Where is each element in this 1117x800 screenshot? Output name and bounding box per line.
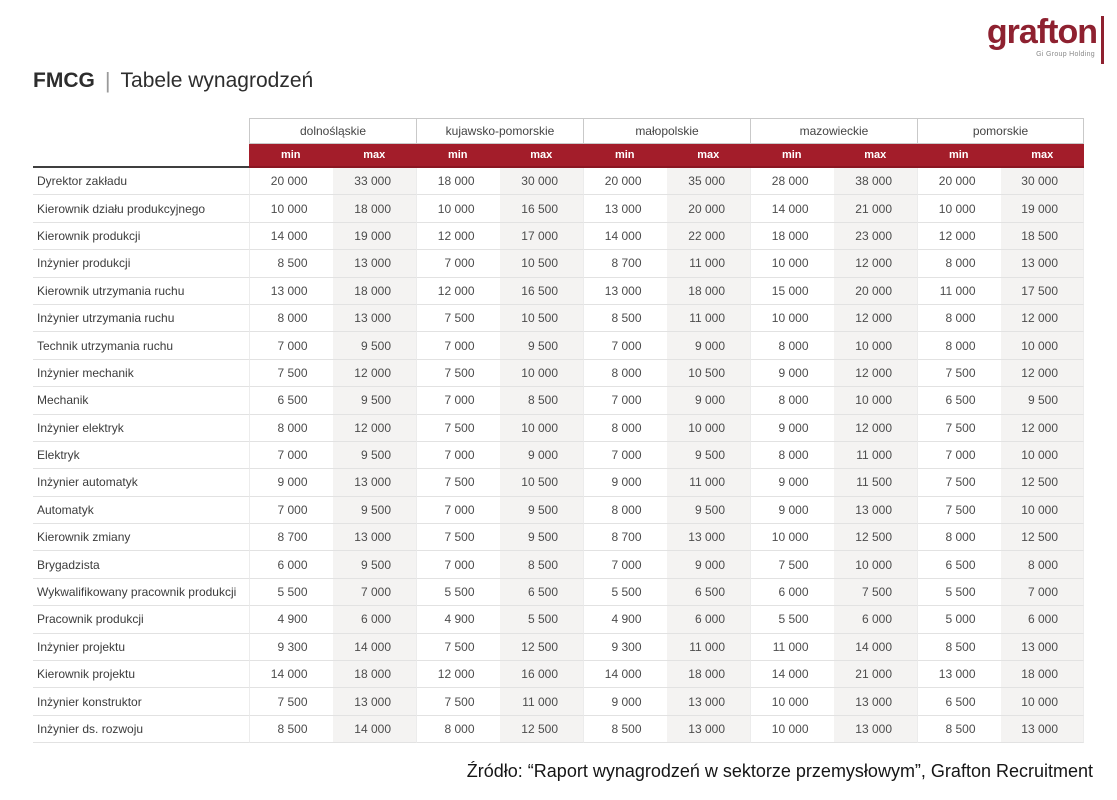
job-title-cell: Pracownik produkcji bbox=[33, 606, 249, 633]
salary-cell-max: 6 000 bbox=[333, 606, 417, 633]
salary-cell-min: 9 000 bbox=[249, 469, 333, 496]
salary-cell-max: 13 000 bbox=[333, 469, 417, 496]
job-title-cell: Kierownik produkcji bbox=[33, 223, 249, 250]
salary-cell-max: 7 000 bbox=[333, 579, 417, 606]
salary-cell-max: 13 000 bbox=[834, 716, 918, 743]
salary-cell-min: 10 000 bbox=[416, 195, 500, 222]
salary-cell-min: 12 000 bbox=[416, 661, 500, 688]
salary-cell-max: 17 500 bbox=[1001, 278, 1085, 305]
salary-cell-min: 20 000 bbox=[917, 168, 1001, 195]
salary-cell-max: 9 500 bbox=[500, 332, 584, 359]
salary-cell-max: 23 000 bbox=[834, 223, 918, 250]
salary-cell-min: 7 000 bbox=[416, 551, 500, 578]
salary-cell-min: 7 000 bbox=[917, 442, 1001, 469]
salary-cell-min: 14 000 bbox=[583, 661, 667, 688]
salary-cell-max: 18 000 bbox=[333, 278, 417, 305]
salary-cell-min: 20 000 bbox=[249, 168, 333, 195]
salary-cell-max: 9 500 bbox=[667, 442, 751, 469]
salary-cell-max: 12 000 bbox=[834, 360, 918, 387]
salary-cell-max: 13 000 bbox=[1001, 634, 1085, 661]
salary-cell-max: 13 000 bbox=[333, 250, 417, 277]
salary-cell-min: 7 000 bbox=[416, 497, 500, 524]
salary-cell-min: 5 000 bbox=[917, 606, 1001, 633]
salary-cell-max: 12 500 bbox=[500, 716, 584, 743]
salary-cell-max: 10 000 bbox=[667, 415, 751, 442]
job-title-cell: Kierownik działu produkcyjnego bbox=[33, 195, 249, 222]
salary-cell-min: 14 000 bbox=[249, 661, 333, 688]
salary-cell-max: 11 000 bbox=[667, 634, 751, 661]
salary-cell-min: 6 500 bbox=[249, 387, 333, 414]
salary-cell-min: 8 000 bbox=[583, 415, 667, 442]
salary-cell-min: 7 500 bbox=[750, 551, 834, 578]
salary-cell-max: 13 000 bbox=[834, 497, 918, 524]
salary-cell-min: 4 900 bbox=[583, 606, 667, 633]
salary-cell-max: 13 000 bbox=[333, 688, 417, 715]
salary-cell-max: 12 000 bbox=[834, 250, 918, 277]
salary-cell-max: 18 000 bbox=[667, 278, 751, 305]
salary-cell-max: 11 000 bbox=[500, 688, 584, 715]
salary-cell-min: 28 000 bbox=[750, 168, 834, 195]
salary-cell-min: 11 000 bbox=[917, 278, 1001, 305]
grafton-logo-bar bbox=[1101, 16, 1104, 64]
salary-cell-min: 8 000 bbox=[750, 442, 834, 469]
salary-cell-min: 14 000 bbox=[750, 661, 834, 688]
salary-cell-max: 11 500 bbox=[834, 469, 918, 496]
salary-cell-max: 13 000 bbox=[333, 305, 417, 332]
salary-table bbox=[33, 118, 1084, 743]
job-title-cell: Wykwalifikowany pracownik produkcji bbox=[33, 579, 249, 606]
salary-cell-max: 18 000 bbox=[1001, 661, 1085, 688]
salary-cell-max: 10 000 bbox=[1001, 497, 1085, 524]
salary-cell-min: 6 500 bbox=[917, 387, 1001, 414]
salary-cell-max: 10 000 bbox=[1001, 688, 1085, 715]
salary-cell-min: 14 000 bbox=[750, 195, 834, 222]
job-title-cell: Mechanik bbox=[33, 387, 249, 414]
salary-cell-max: 19 000 bbox=[333, 223, 417, 250]
salary-cell-min: 10 000 bbox=[750, 688, 834, 715]
subheader-min: min bbox=[416, 144, 500, 168]
salary-cell-max: 12 000 bbox=[1001, 305, 1085, 332]
salary-cell-min: 13 000 bbox=[249, 278, 333, 305]
subheader-max: max bbox=[667, 144, 751, 168]
salary-cell-min: 8 500 bbox=[583, 716, 667, 743]
salary-cell-min: 8 500 bbox=[249, 716, 333, 743]
job-title-cell: Kierownik projektu bbox=[33, 661, 249, 688]
salary-cell-max: 9 000 bbox=[500, 442, 584, 469]
salary-cell-max: 12 000 bbox=[834, 415, 918, 442]
salary-cell-min: 7 000 bbox=[416, 387, 500, 414]
job-title-cell: Inżynier automatyk bbox=[33, 469, 249, 496]
salary-cell-min: 7 500 bbox=[416, 524, 500, 551]
subheader-min: min bbox=[750, 144, 834, 168]
page-title bbox=[33, 68, 313, 94]
salary-cell-max: 7 500 bbox=[834, 579, 918, 606]
salary-cell-min: 6 500 bbox=[917, 688, 1001, 715]
salary-cell-max: 20 000 bbox=[834, 278, 918, 305]
table-corner-spacer bbox=[33, 118, 249, 144]
salary-cell-min: 7 500 bbox=[416, 469, 500, 496]
job-title-cell: Dyrektor zakładu bbox=[33, 168, 249, 195]
salary-cell-max: 12 500 bbox=[834, 524, 918, 551]
salary-cell-max: 18 000 bbox=[333, 195, 417, 222]
salary-cell-min: 5 500 bbox=[917, 579, 1001, 606]
salary-cell-max: 12 500 bbox=[1001, 469, 1085, 496]
salary-cell-max: 21 000 bbox=[834, 661, 918, 688]
salary-cell-max: 11 000 bbox=[667, 250, 751, 277]
salary-cell-max: 8 000 bbox=[1001, 551, 1085, 578]
salary-cell-max: 13 000 bbox=[1001, 716, 1085, 743]
salary-cell-max: 9 500 bbox=[333, 442, 417, 469]
salary-cell-min: 10 000 bbox=[750, 524, 834, 551]
salary-cell-min: 8 500 bbox=[249, 250, 333, 277]
salary-cell-min: 9 000 bbox=[750, 469, 834, 496]
salary-cell-max: 6 000 bbox=[667, 606, 751, 633]
salary-cell-max: 17 000 bbox=[500, 223, 584, 250]
salary-cell-min: 8 000 bbox=[917, 250, 1001, 277]
salary-cell-max: 9 000 bbox=[667, 387, 751, 414]
salary-cell-min: 18 000 bbox=[750, 223, 834, 250]
salary-cell-max: 12 500 bbox=[1001, 524, 1085, 551]
job-title-cell: Kierownik utrzymania ruchu bbox=[33, 278, 249, 305]
salary-cell-max: 13 000 bbox=[1001, 250, 1085, 277]
page-title-text: Tabele wynagrodzeń bbox=[120, 69, 314, 92]
region-header: mazowieckie bbox=[750, 118, 917, 144]
salary-cell-max: 20 000 bbox=[667, 195, 751, 222]
subheader-min: min bbox=[249, 144, 333, 168]
salary-cell-max: 10 000 bbox=[834, 332, 918, 359]
subheader-min: min bbox=[583, 144, 667, 168]
salary-cell-max: 16 000 bbox=[500, 661, 584, 688]
salary-cell-min: 8 000 bbox=[750, 332, 834, 359]
region-header: dolnośląskie bbox=[249, 118, 416, 144]
salary-cell-max: 11 000 bbox=[834, 442, 918, 469]
job-title-cell: Automatyk bbox=[33, 497, 249, 524]
salary-cell-min: 7 500 bbox=[416, 415, 500, 442]
salary-cell-max: 12 500 bbox=[500, 634, 584, 661]
salary-cell-min: 8 000 bbox=[917, 305, 1001, 332]
salary-cell-max: 12 000 bbox=[1001, 360, 1085, 387]
salary-cell-min: 7 500 bbox=[416, 305, 500, 332]
salary-cell-max: 13 000 bbox=[667, 688, 751, 715]
salary-cell-max: 33 000 bbox=[333, 168, 417, 195]
subheader-min: min bbox=[917, 144, 1001, 168]
salary-cell-min: 8 000 bbox=[750, 387, 834, 414]
salary-cell-max: 21 000 bbox=[834, 195, 918, 222]
salary-cell-min: 10 000 bbox=[750, 250, 834, 277]
job-title-cell: Inżynier utrzymania ruchu bbox=[33, 305, 249, 332]
subheader-max: max bbox=[333, 144, 417, 168]
salary-cell-max: 35 000 bbox=[667, 168, 751, 195]
salary-cell-min: 9 300 bbox=[583, 634, 667, 661]
job-title-cell: Kierownik zmiany bbox=[33, 524, 249, 551]
salary-cell-min: 5 500 bbox=[249, 579, 333, 606]
salary-cell-min: 8 700 bbox=[249, 524, 333, 551]
salary-cell-max: 16 500 bbox=[500, 278, 584, 305]
salary-cell-min: 12 000 bbox=[416, 223, 500, 250]
salary-cell-min: 7 500 bbox=[249, 688, 333, 715]
salary-cell-min: 11 000 bbox=[750, 634, 834, 661]
salary-cell-max: 9 500 bbox=[667, 497, 751, 524]
salary-cell-max: 9 000 bbox=[667, 332, 751, 359]
salary-cell-min: 8 700 bbox=[583, 524, 667, 551]
grafton-logo bbox=[987, 14, 1104, 64]
salary-cell-min: 7 000 bbox=[583, 442, 667, 469]
salary-cell-max: 13 000 bbox=[834, 688, 918, 715]
page-title-separator: | bbox=[104, 68, 111, 93]
salary-cell-min: 7 000 bbox=[416, 332, 500, 359]
salary-cell-max: 9 500 bbox=[500, 497, 584, 524]
salary-cell-min: 5 500 bbox=[750, 606, 834, 633]
region-header: pomorskie bbox=[917, 118, 1084, 144]
salary-cell-max: 18 000 bbox=[667, 661, 751, 688]
salary-cell-min: 7 500 bbox=[917, 415, 1001, 442]
grafton-logo-subtext: Gi Group Holding bbox=[1036, 51, 1095, 58]
salary-cell-min: 9 000 bbox=[750, 415, 834, 442]
salary-cell-max: 13 000 bbox=[667, 716, 751, 743]
salary-cell-max: 11 000 bbox=[667, 469, 751, 496]
salary-cell-max: 6 500 bbox=[500, 579, 584, 606]
job-title-cell: Inżynier mechanik bbox=[33, 360, 249, 387]
salary-cell-min: 5 500 bbox=[583, 579, 667, 606]
job-title-cell: Inżynier projektu bbox=[33, 634, 249, 661]
salary-cell-max: 5 500 bbox=[500, 606, 584, 633]
salary-cell-max: 12 000 bbox=[333, 415, 417, 442]
salary-cell-min: 18 000 bbox=[416, 168, 500, 195]
source-note: Źródło: “Raport wynagrodzeń w sektorze przemysłowym”, Grafton Recruitment bbox=[466, 761, 1093, 781]
subheader-max: max bbox=[1001, 144, 1085, 168]
salary-cell-max: 9 500 bbox=[500, 524, 584, 551]
salary-cell-max: 10 000 bbox=[1001, 442, 1085, 469]
salary-cell-max: 13 000 bbox=[333, 524, 417, 551]
salary-cell-min: 7 000 bbox=[583, 332, 667, 359]
salary-cell-max: 10 000 bbox=[834, 387, 918, 414]
salary-cell-min: 7 500 bbox=[416, 360, 500, 387]
salary-cell-max: 10 500 bbox=[500, 469, 584, 496]
salary-cell-min: 4 900 bbox=[416, 606, 500, 633]
salary-cell-min: 6 000 bbox=[249, 551, 333, 578]
job-title-cell: Inżynier konstruktor bbox=[33, 688, 249, 715]
salary-cell-max: 10 500 bbox=[500, 250, 584, 277]
salary-cell-min: 9 000 bbox=[583, 688, 667, 715]
salary-cell-max: 19 000 bbox=[1001, 195, 1085, 222]
salary-cell-max: 7 000 bbox=[1001, 579, 1085, 606]
salary-cell-max: 14 000 bbox=[333, 716, 417, 743]
salary-cell-min: 7 000 bbox=[583, 387, 667, 414]
salary-cell-min: 13 000 bbox=[917, 661, 1001, 688]
salary-cell-max: 13 000 bbox=[667, 524, 751, 551]
salary-cell-max: 8 500 bbox=[500, 551, 584, 578]
salary-cell-min: 4 900 bbox=[249, 606, 333, 633]
salary-cell-min: 14 000 bbox=[249, 223, 333, 250]
salary-cell-max: 9 500 bbox=[1001, 387, 1085, 414]
job-title-cell: Elektryk bbox=[33, 442, 249, 469]
salary-cell-min: 8 000 bbox=[583, 360, 667, 387]
salary-cell-max: 10 000 bbox=[500, 415, 584, 442]
salary-cell-min: 7 500 bbox=[917, 469, 1001, 496]
salary-cell-max: 10 000 bbox=[834, 551, 918, 578]
salary-cell-max: 6 500 bbox=[667, 579, 751, 606]
salary-cell-min: 8 000 bbox=[917, 524, 1001, 551]
salary-cell-min: 6 000 bbox=[750, 579, 834, 606]
salary-cell-min: 7 000 bbox=[583, 551, 667, 578]
salary-cell-min: 8 500 bbox=[917, 634, 1001, 661]
salary-cell-max: 6 000 bbox=[834, 606, 918, 633]
salary-cell-min: 10 000 bbox=[249, 195, 333, 222]
salary-cell-max: 11 000 bbox=[667, 305, 751, 332]
salary-cell-max: 9 500 bbox=[333, 332, 417, 359]
job-title-cell: Inżynier ds. rozwoju bbox=[33, 716, 249, 743]
region-header: kujawsko-pomorskie bbox=[416, 118, 583, 144]
salary-cell-min: 20 000 bbox=[583, 168, 667, 195]
salary-cell-max: 10 500 bbox=[500, 305, 584, 332]
salary-cell-max: 10 000 bbox=[1001, 332, 1085, 359]
salary-cell-max: 14 000 bbox=[834, 634, 918, 661]
salary-cell-min: 7 500 bbox=[416, 688, 500, 715]
salary-cell-min: 8 000 bbox=[249, 305, 333, 332]
salary-cell-min: 15 000 bbox=[750, 278, 834, 305]
subheader-max: max bbox=[500, 144, 584, 168]
job-title-cell: Inżynier elektryk bbox=[33, 415, 249, 442]
subheader-max: max bbox=[834, 144, 918, 168]
salary-cell-min: 12 000 bbox=[416, 278, 500, 305]
salary-cell-min: 8 000 bbox=[583, 497, 667, 524]
salary-cell-max: 30 000 bbox=[1001, 168, 1085, 195]
job-title-cell: Brygadzista bbox=[33, 551, 249, 578]
salary-cell-min: 8 000 bbox=[917, 332, 1001, 359]
job-title-cell: Technik utrzymania ruchu bbox=[33, 332, 249, 359]
grafton-logo-text: grafton bbox=[986, 13, 1097, 51]
salary-cell-min: 7 500 bbox=[917, 360, 1001, 387]
salary-cell-max: 6 000 bbox=[1001, 606, 1085, 633]
salary-cell-min: 7 500 bbox=[917, 497, 1001, 524]
salary-cell-max: 38 000 bbox=[834, 168, 918, 195]
salary-cell-min: 8 000 bbox=[249, 415, 333, 442]
salary-cell-min: 7 000 bbox=[249, 497, 333, 524]
salary-cell-min: 5 500 bbox=[416, 579, 500, 606]
salary-cell-max: 12 000 bbox=[1001, 415, 1085, 442]
salary-cell-min: 8 500 bbox=[917, 716, 1001, 743]
salary-cell-max: 9 500 bbox=[333, 387, 417, 414]
salary-cell-max: 9 000 bbox=[667, 551, 751, 578]
salary-cell-max: 10 500 bbox=[667, 360, 751, 387]
salary-cell-min: 14 000 bbox=[583, 223, 667, 250]
salary-cell-min: 9 000 bbox=[750, 360, 834, 387]
salary-cell-min: 7 000 bbox=[249, 332, 333, 359]
salary-cell-max: 22 000 bbox=[667, 223, 751, 250]
salary-cell-min: 12 000 bbox=[917, 223, 1001, 250]
salary-cell-min: 10 000 bbox=[917, 195, 1001, 222]
page-title-sector: FMCG bbox=[33, 69, 95, 92]
salary-cell-max: 14 000 bbox=[333, 634, 417, 661]
salary-cell-max: 30 000 bbox=[500, 168, 584, 195]
salary-cell-max: 18 000 bbox=[333, 661, 417, 688]
salary-cell-max: 9 500 bbox=[333, 497, 417, 524]
salary-cell-min: 6 500 bbox=[917, 551, 1001, 578]
salary-cell-min: 8 000 bbox=[416, 716, 500, 743]
salary-cell-max: 8 500 bbox=[500, 387, 584, 414]
label-column-header-line bbox=[33, 144, 249, 168]
salary-cell-min: 10 000 bbox=[750, 716, 834, 743]
salary-cell-max: 16 500 bbox=[500, 195, 584, 222]
salary-cell-min: 7 000 bbox=[416, 250, 500, 277]
salary-cell-min: 10 000 bbox=[750, 305, 834, 332]
salary-cell-max: 10 000 bbox=[500, 360, 584, 387]
salary-cell-min: 7 000 bbox=[416, 442, 500, 469]
salary-cell-min: 7 500 bbox=[416, 634, 500, 661]
job-title-cell: Inżynier produkcji bbox=[33, 250, 249, 277]
salary-cell-max: 9 500 bbox=[333, 551, 417, 578]
salary-cell-min: 9 300 bbox=[249, 634, 333, 661]
region-header: małopolskie bbox=[583, 118, 750, 144]
salary-cell-min: 7 500 bbox=[249, 360, 333, 387]
salary-cell-min: 13 000 bbox=[583, 278, 667, 305]
salary-cell-min: 9 000 bbox=[583, 469, 667, 496]
salary-cell-min: 13 000 bbox=[583, 195, 667, 222]
salary-cell-min: 8 700 bbox=[583, 250, 667, 277]
salary-cell-max: 12 000 bbox=[333, 360, 417, 387]
salary-cell-min: 8 500 bbox=[583, 305, 667, 332]
salary-cell-max: 12 000 bbox=[834, 305, 918, 332]
salary-cell-max: 18 500 bbox=[1001, 223, 1085, 250]
salary-cell-min: 7 000 bbox=[249, 442, 333, 469]
salary-cell-min: 9 000 bbox=[750, 497, 834, 524]
